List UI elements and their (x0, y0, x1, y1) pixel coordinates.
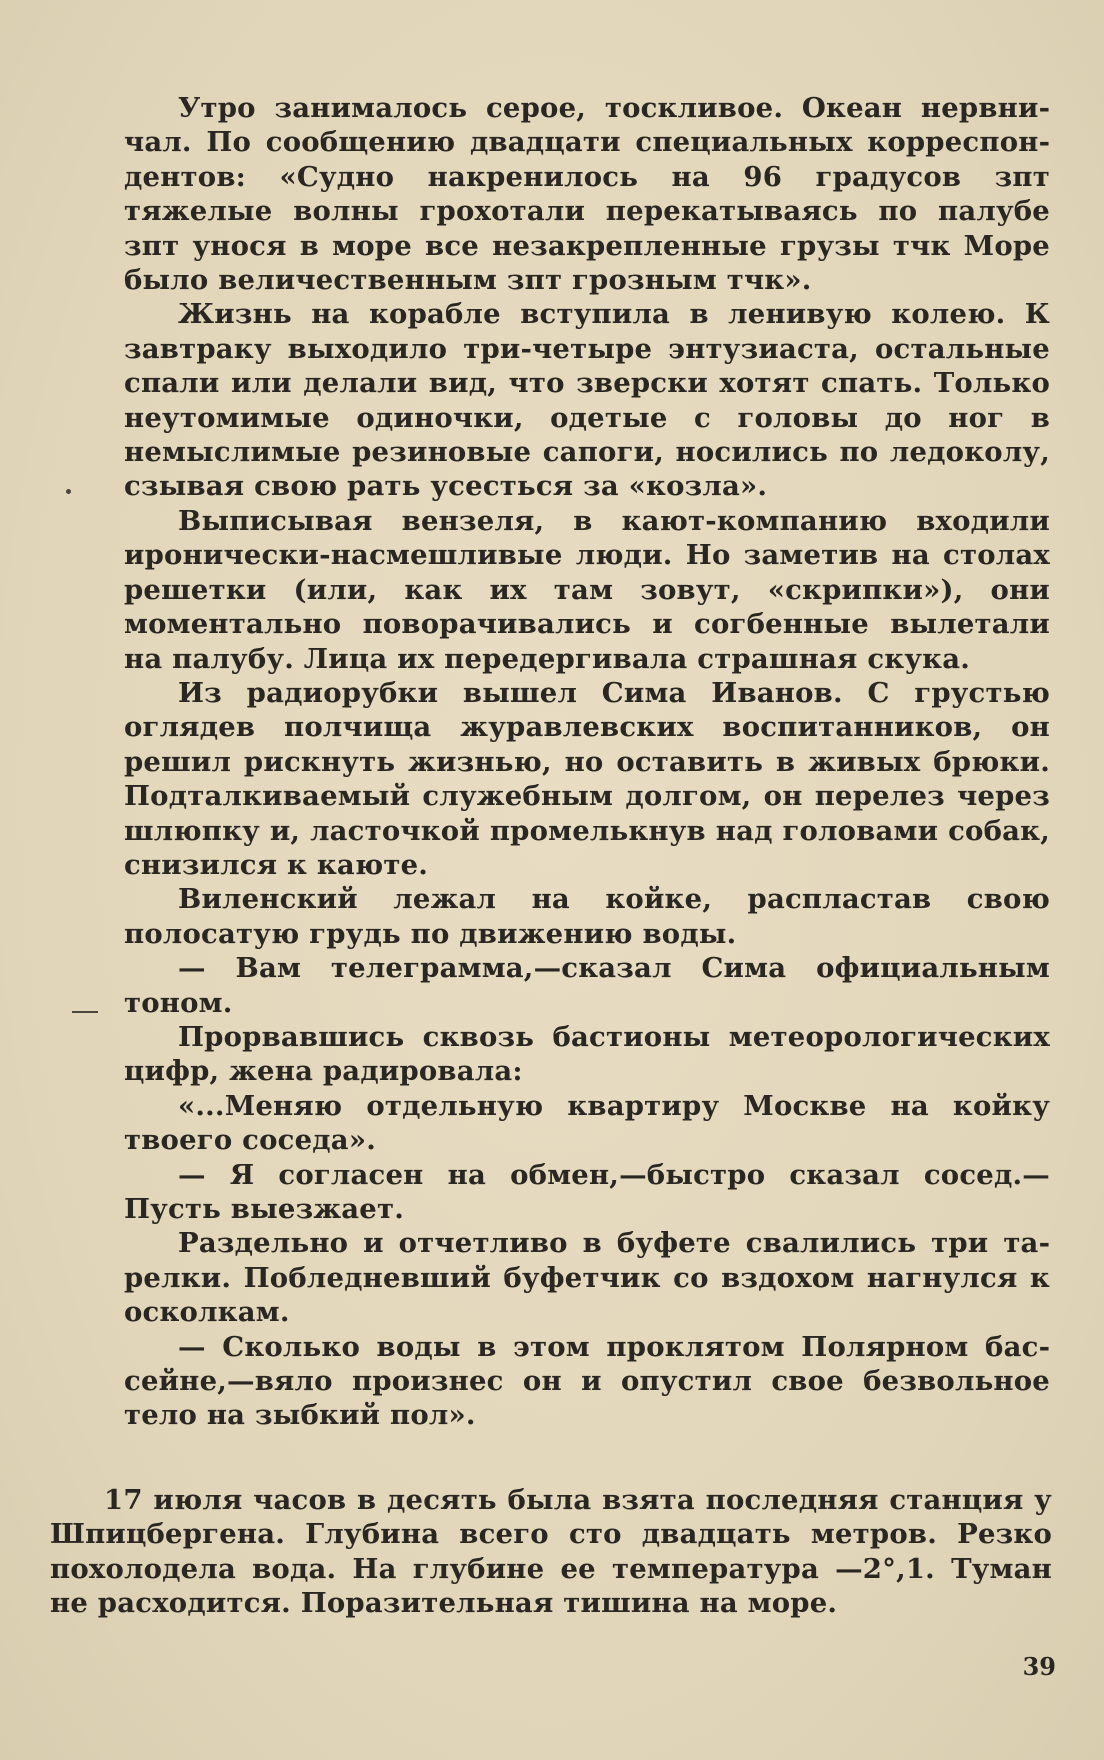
paragraph-11: — Сколько воды в этом проклятом Полярном бассейне,—вяло произнес он и опустил свое безвольное тело на зыбкий пол». (124, 1330, 1050, 1432)
paragraph-10: Раздельно и отчетливо в буфете свалились три тарелки. Побледневший буфетчик со вздохом нагнулся к осколкам. (124, 1227, 1050, 1329)
paragraph-5: Виленский лежал на койке, распластав свою полосатую грудь по движению воды. (124, 883, 1050, 950)
paragraph-8: «...Меняю отдельную квартиру Москве на койку твоего соседа». (124, 1089, 1050, 1157)
paragraph-9: — Я согласен на обмен,—быстро сказал сосед.— Пусть выезжает. (124, 1158, 1050, 1225)
margin-dash (72, 1011, 98, 1013)
second-text-block (50, 1483, 1052, 1621)
paragraph-3: Выписывая вензеля, в кают-компанию входили иронически-насмешливые люди. Но заметив на столах решетки (или, как их там зовут, «скрипки»), они моментально поворачивались и согбенные вылетали на палубу. Лица их передергивала страшная скука. (124, 504, 1050, 675)
paragraph-12: 17 июля часов в десять была взята последняя станция у Шпицбергена. Глубина всего сто двадцать метров. Резко похолодела вода. На глубине ее температура —2°,1. Туман не расходится. Поразительная тишина на море. (50, 1484, 1052, 1620)
page-number: 39 (1022, 1652, 1056, 1681)
paragraph-6: — Вам телеграмма,—сказал Сима официальным тоном. (124, 952, 1050, 1019)
paragraph-4: Из радиорубки вышел Сима Иванов. С грустью оглядев полчища журавлевских воспитанников, он решил рискнуть жизнью, но оставить в живых брюки. Подталкиваемый служебным долгом, он перелез через шлюпку и, ласточкой промелькнув над головами собак, снизился к каюте. (124, 676, 1050, 881)
paragraph-7: Прорвавшись сквозь бастионы метеорологических цифр, жена радировала: (124, 1020, 1050, 1088)
paragraph-1: Утро занималось серое, тоскливое. Океан нервничал. По сообщению двадцати специальных корреспондентов: «Судно накренилось на 96 градусов зпт тяжелые волны грохотали перекатываясь по палубе зпт унося в море все незакрепленные грузы тчк Море было величественным зпт грозным тчк». (124, 92, 1050, 297)
main-text-block (124, 91, 1050, 1433)
margin-dot (66, 489, 71, 494)
paragraph-2: Жизнь на корабле вступила в ленивую колею. К завтраку выходило три-четыре энтузиаста, остальные спали или делали вид, что зверски хотят спать. Только неутомимые одиночки, одетые с головы до ног в немыслимые резиновые сапоги, носились по ледоколу, сзывая свою рать усесться за «козла». (124, 298, 1050, 503)
